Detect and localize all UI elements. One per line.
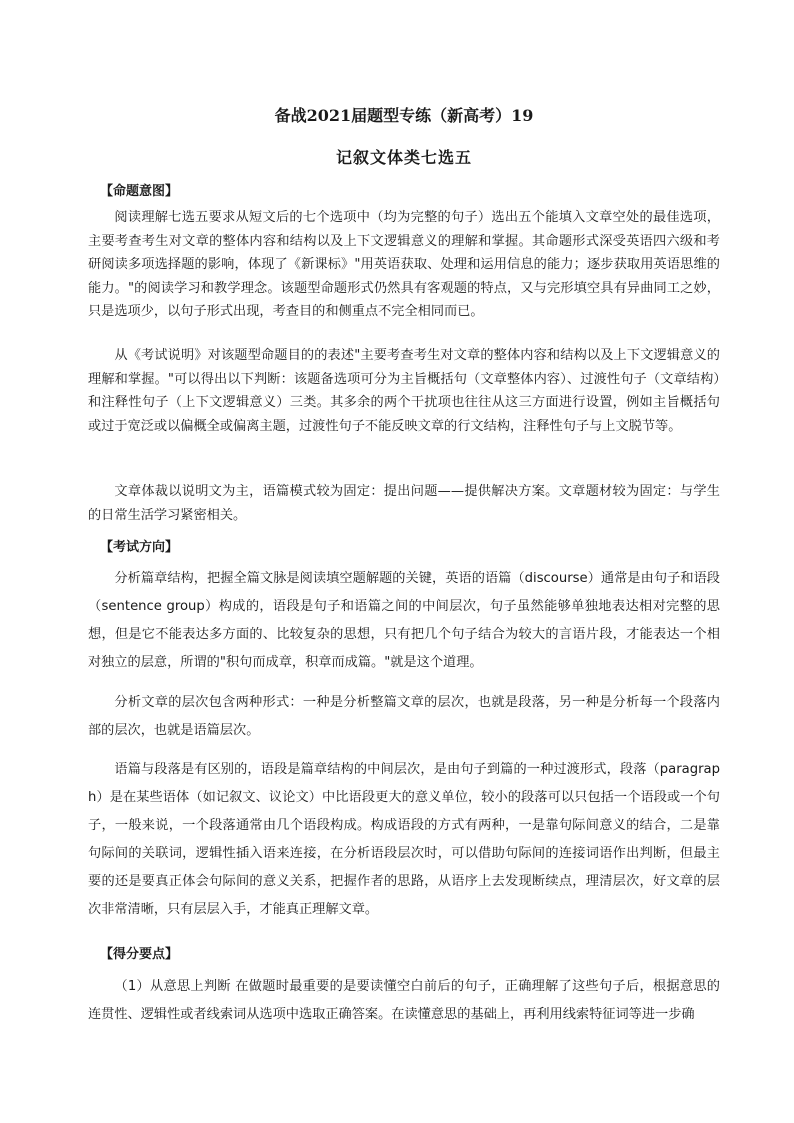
document-subtitle: 记叙文体类七选五	[335, 148, 472, 167]
paragraph: 语篇与段落是有区别的，语段是篇章结构的中间层次，是由句子到篇的一种过渡形式，段落（paragraph）是在某些语体（如记叙文、议论文）中比语段更大的意义单位，较小的段落可以只包括一个语段或一个句子，一般来说，一个段落通常由几个语段构成。构成语段的方式有两种，一是靠句际间意义的结合，二是靠句际间的关联词，逻辑性插入语来连接，在分析语段层次时，可以借助句际间的连接词语作出判断，但最主要的还是要真正体会句际间的意义关系，把握作者的思路，从语序上去发现断续点，理清层次，好文章的层次非常清晰，只有层层入手，才能真正理解文章。	[88, 762, 720, 917]
section-heading-direction: 【考试方向】	[100, 540, 179, 555]
section-heading-intent: 【命题意图】	[100, 184, 179, 199]
paragraph: 从《考试说明》对该题型命题目的的表述"主要考查考生对文章的整体内容和结构以及上下文逻辑意义的理解和掌握。"可以得出以下判断：该题备选项可分为主旨概括句（文章整体内容）、过渡性句子（文章结构）和注释性句子（上下文逻辑意义）三类。其多余的两个干扰项也往往从这三方面进行设置，例如主旨概括句或过于宽泛或以偏概全或偏离主题，过渡性句子不能反映文章的行文结构，注释性句子与上文脱节等。	[88, 348, 720, 434]
document-page	[88, 0, 720, 1123]
paragraph: 分析文章的层次包含两种形式：一种是分析整篇文章的层次，也就是段落，另一种是分析每一个段落内部的层次，也就是语篇层次。	[88, 695, 720, 738]
paragraph: 分析篇章结构，把握全篇文脉是阅读填空题解题的关键，英语的语篇（discourse）通常是由句子和语段（sentence group）构成的，语段是句子和语篇之间的中间层次，句子虽然能够单独地表达相对完整的思想，但是它不能表达多方面的、比较复杂的思想，只有把几个句子结合为较大的言语片段，才能表达一个相对独立的层意，所谓的"积句而成章，积章而成篇。"就是这个道理。	[88, 571, 720, 670]
paragraph: 阅读理解七选五要求从短文后的七个选项中（均为完整的句子）选出五个能填入文章空处的最佳选项，主要考查考生对文章的整体内容和结构以及上下文逻辑意义的理解和掌握。其命题形式深受英语四六级和考研阅读多项选择题的影响，体现了《新课标》"用英语获取、处理和运用信息的能力；逐步获取用英语思维的能力。"的阅读学习和教学理念。该题型命题形式仍然具有客观题的特点，又与完形填空具有异曲同工之妙，只是选项少，以句子形式出现，考查目的和侧重点不完全相同而已。	[88, 210, 720, 319]
document-title: 备战2021届题型专练（新高考）19	[274, 106, 534, 125]
paragraph: 文章体裁以说明文为主，语篇模式较为固定：提出问题——提供解决方案。文章题材较为固定：与学生的日常生活学习紧密相关。	[88, 484, 720, 523]
paragraph: （1）从意思上判断 在做题时最重要的是要读懂空白前后的句子，正确理解了这些句子后，根据意思的连贯性、逻辑性或者线索词从选项中选取正确答案。在读懂意思的基础上，再利用线索特征词等进一步确	[88, 979, 720, 1022]
section-heading-scoring: 【得分要点】	[100, 947, 179, 962]
